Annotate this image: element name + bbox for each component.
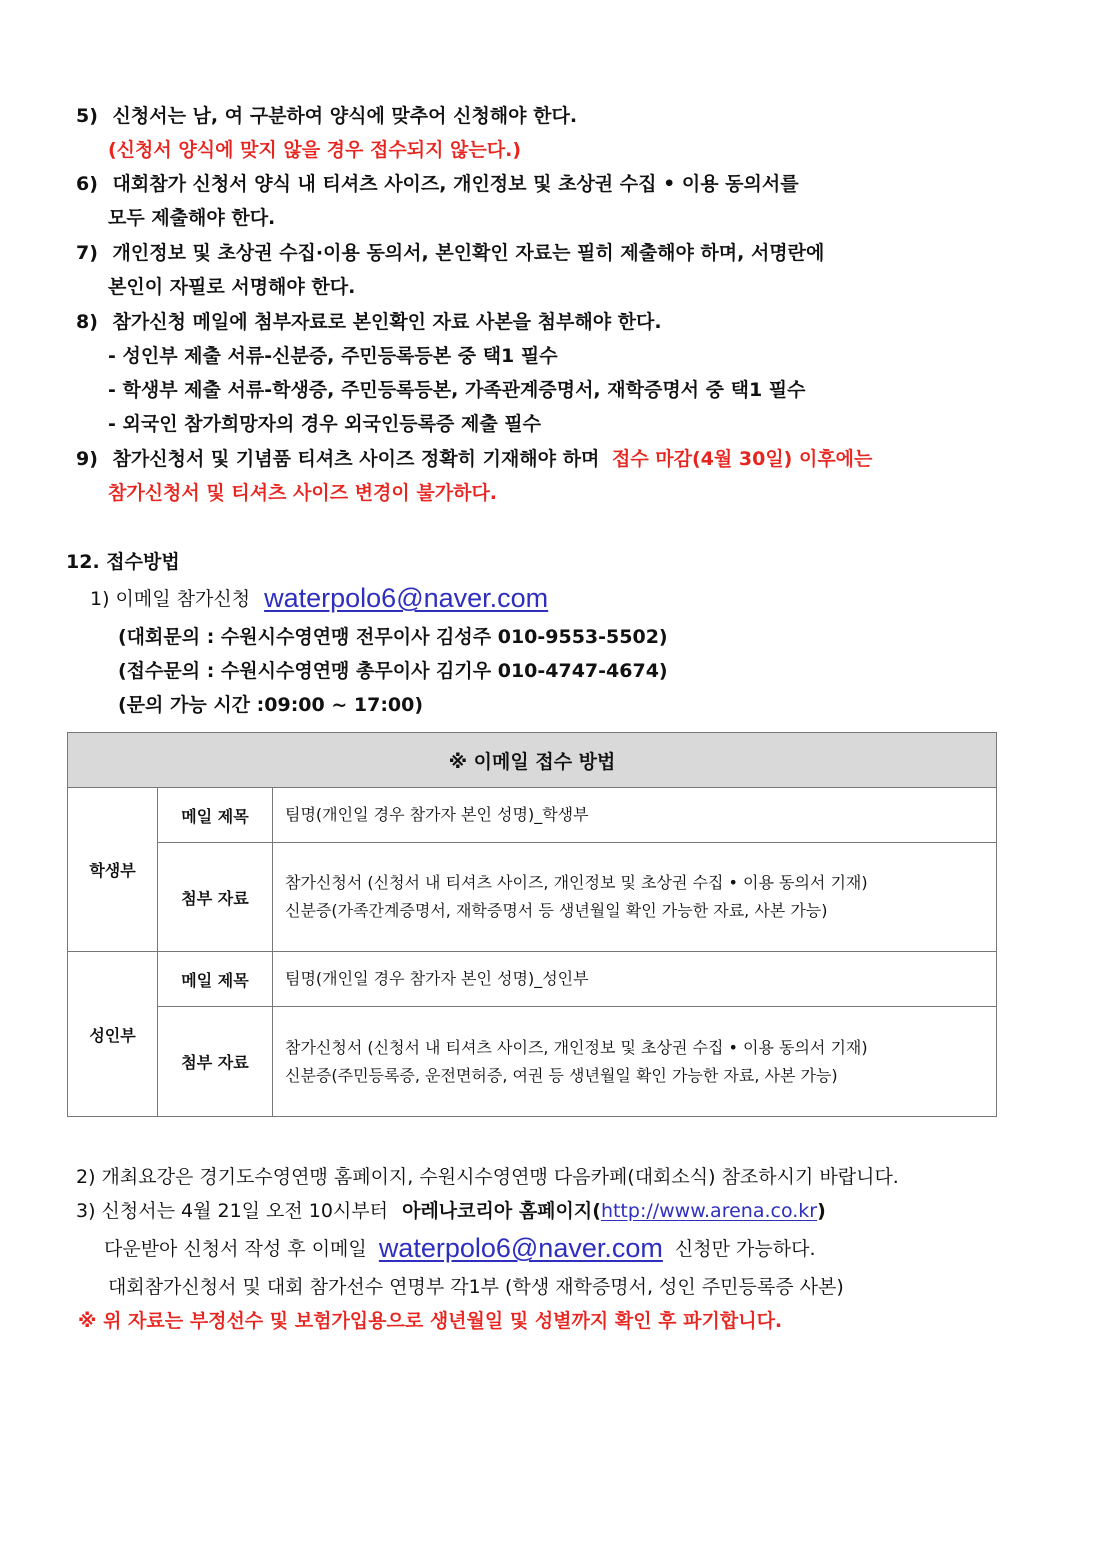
item-2-guidelines: 2) 개최요강은 경기도수영연맹 홈페이지, 수원시수영연맹 다음카페(대회소식) 참조하시기 바랍니다.: [76, 1166, 899, 1188]
adult-attach-label: 첨부 자료: [158, 1007, 273, 1117]
item-7-line1: 개인정보 및 초상권 수집·이용 동의서, 본인확인 자료는 필히 제출해야 하며, 서명란에: [112, 242, 825, 264]
item-8-sub-1: - 성인부 제출 서류-신분증, 주민등록등본 중 택1 필수: [108, 345, 558, 367]
item-6-line2: 모두 제출해야 한다.: [108, 207, 276, 229]
download-text: 다운받아 신청서 작성 후 이메일: [104, 1238, 367, 1260]
contact-reception: (접수문의 : 수원시수영연맹 총무이사 김기우 010-4747-4674): [118, 660, 668, 682]
section-12-item-1: [90, 585, 548, 612]
group-student: 학생부: [68, 788, 158, 952]
student-mail-label: 메일 제목: [158, 788, 273, 843]
contact-inquiry: (대회문의 : 수원시수영연맹 전무이사 김성주 010-9553-5502): [118, 626, 668, 648]
student-attach-line2: 신분증(가족간계증명서, 재학증명서 등 생년월일 확인 가능한 자료, 사본 가능): [285, 901, 828, 920]
item-7-line2: 본인이 자필로 서명해야 한다.: [108, 276, 356, 298]
adult-attach-line1: 참가신청서 (신청서 내 티셔츠 사이즈, 개인정보 및 초상권 수집 • 이용 동의서 기재): [285, 1037, 868, 1057]
item-8-number: 8): [76, 311, 98, 333]
item-3: [76, 1198, 826, 1224]
notice-disposal: ※ 위 자료는 부정선수 및 보험가입용으로 생년월일 및 성별까지 확인 후 파기합니다.: [78, 1310, 783, 1332]
student-attach-label: 첨부 자료: [158, 843, 273, 952]
item-9-text: 참가신청서 및 기념품 티셔츠 사이즈 정확히 기재해야 하며: [112, 448, 600, 470]
email-link-2[interactable]: waterpolo6@naver.com: [378, 1233, 663, 1263]
arena-homepage-link[interactable]: http://www.arena.co.kr: [600, 1200, 818, 1222]
arena-homepage-label: 아레나코리아 홈페이지(: [402, 1200, 601, 1222]
item-6-line1: 대회참가 신청서 양식 내 티셔츠 사이즈, 개인정보 및 초상권 수집 • 이용 동의서를: [112, 173, 799, 195]
adult-attach-line2: 신분증(주민등록증, 운전면허증, 여권 등 생년월일 확인 가능한 자료, 사본 가능): [285, 1065, 838, 1085]
item-8-line1: 참가신청 메일에 첨부자료로 본인확인 자료 사본을 첨부해야 한다.: [112, 311, 662, 333]
email-apply-label: 1) 이메일 참가신청: [90, 588, 251, 610]
item-5-warning: (신청서 양식에 맞지 않을 경우 접수되지 않는다.): [108, 139, 522, 161]
item-5-text: 신청서는 남, 여 구분하여 양식에 맞추어 신청해야 한다.: [112, 105, 578, 127]
table-header: ※ 이메일 접수 방법: [68, 733, 997, 788]
item-9-warning: 참가신청서 및 티셔츠 사이즈 변경이 불가하다.: [108, 482, 498, 504]
item-8-sub-2: - 학생부 제출 서류-학생증, 주민등록등본, 가족관계증명서, 재학증명서 중 택1 필수: [108, 379, 806, 401]
item-9: [76, 446, 872, 472]
item-9-deadline: 접수 마감(4월 30일) 이후에는: [611, 448, 873, 470]
item-6: [76, 171, 799, 197]
item-7-number: 7): [76, 242, 98, 264]
arena-homepage-close: ): [817, 1200, 826, 1222]
item-8-sub-3: - 외국인 참가희망자의 경우 외국인등록증 제출 필수: [108, 413, 542, 435]
student-attach-line1: 참가신청서 (신청서 내 티셔츠 사이즈, 개인정보 및 초상권 수집 • 이용 동의서 기재): [285, 873, 868, 892]
item-5-number: 5): [76, 105, 98, 127]
item-6-number: 6): [76, 173, 98, 195]
inquiry-hours: (문의 가능 시간 :09:00 ~ 17:00): [118, 694, 424, 716]
student-attach-value: [273, 843, 997, 952]
item-3-text: 3) 신청서는 4월 21일 오전 10시부터: [76, 1200, 389, 1222]
item-9-number: 9): [76, 448, 98, 470]
adult-attach-value: [273, 1007, 997, 1117]
adult-mail-value: 팀명(개인일 경우 참가자 본인 성명)_성인부: [273, 952, 997, 1007]
student-mail-value: 팀명(개인일 경우 참가자 본인 성명)_학생부: [273, 788, 997, 843]
email-link[interactable]: waterpolo6@naver.com: [264, 583, 549, 613]
group-adult: 성인부: [68, 952, 158, 1117]
item-3-line3: 대회참가신청서 및 대회 참가선수 연명부 각1부 (학생 재학증명서, 성인 주민등록증 사본): [108, 1276, 844, 1298]
item-8: [76, 309, 662, 335]
adult-mail-label: 메일 제목: [158, 952, 273, 1007]
item-3-line2: [104, 1235, 815, 1262]
email-method-table: [67, 732, 997, 1117]
apply-only-text: 신청만 가능하다.: [674, 1238, 816, 1260]
item-5: [76, 103, 577, 129]
section-12-title: 12. 접수방법: [66, 551, 180, 573]
item-7: [76, 240, 824, 266]
